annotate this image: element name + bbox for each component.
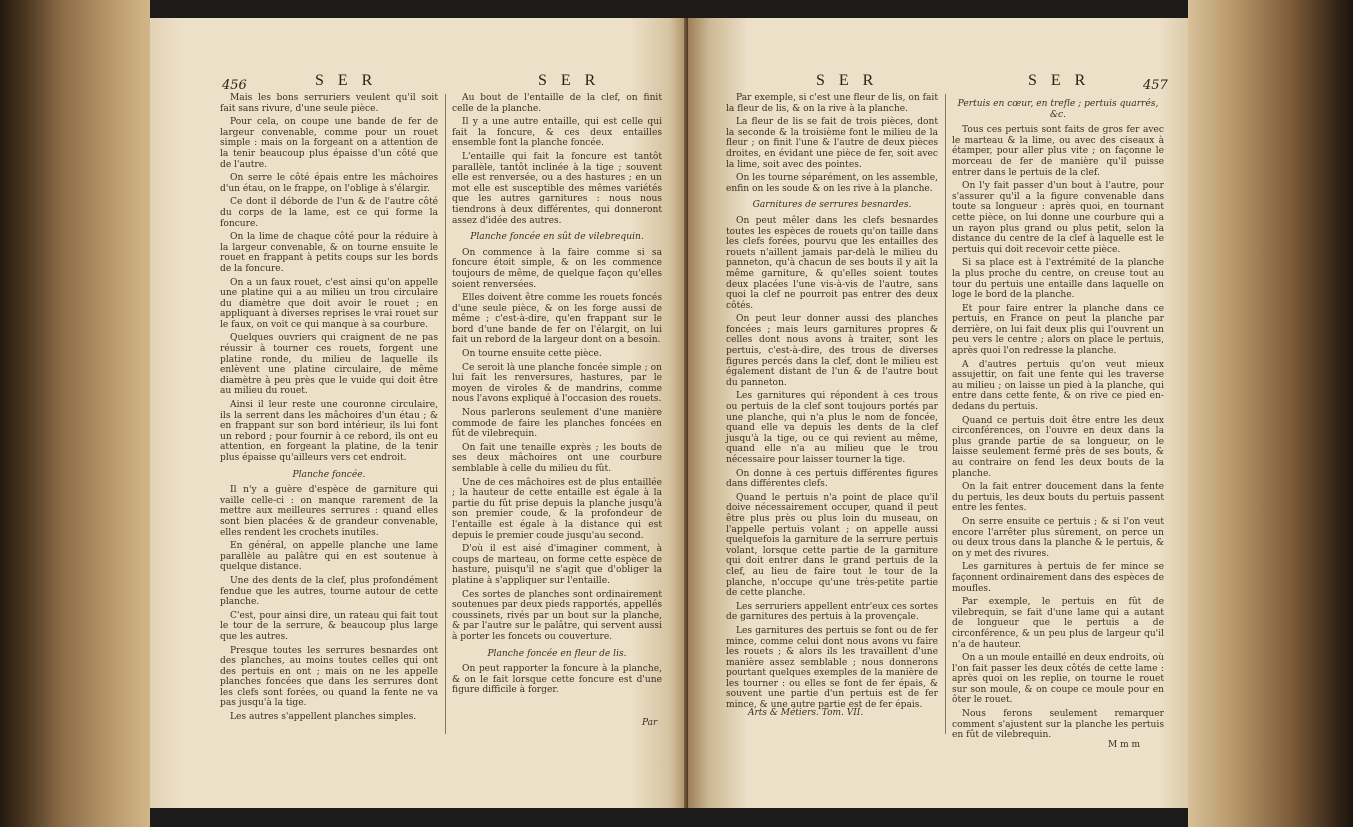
paragraph: Presque toutes les serrures besnardes ont des planches, au moins toutes celles qui ont des pertuis en ont ; mais on ne les appelle planches foncées que dans les serrures dont les clefs sont forées, ou quand la fente ne va pas jusqu'à la tige. <box>220 645 438 709</box>
paragraph: On commence à la faire comme si sa foncure étoit simple, & on les commence toujours de même, de quelque façon qu'elles soient renversées. <box>452 247 662 290</box>
paragraph: Les garnitures qui répondent à ces trous ou pertuis de la clef sont toujours portés par une planche, qui n'a plus le nom de foncée, quand elle va depuis les dents de la clef jusqu'à la tige, ou ce qui revient au même, quand elle n'a au milieu que le trou nécessaire pour laisser tourner la tige. <box>726 391 938 465</box>
paragraph: Au bout de l'entaille de la clef, on finit celle de la planche. <box>452 93 662 114</box>
paragraph: C'est, pour ainsi dire, un rateau qui fait tout le tour de la serrure, & beaucoup plus large que les autres. <box>220 610 438 642</box>
signature-mark: M m m <box>1108 740 1141 750</box>
paragraph: Les garnitures des pertuis se font ou de fer mince, comme celui dont nous avons vu faire les rouets ; & alors ils les travaillent d'une manière assez semblable ; nous donnerons pourtant quelques exemples de la manière de les tourner : ou elles se font de fer épais, & souvent une partie d'un pertuis est de fer mince, & une autre partie est de fer épais. <box>726 625 938 711</box>
text-column-2 <box>452 93 662 733</box>
running-head: S E R <box>315 72 378 89</box>
paragraph: On donne à ces pertuis différentes figures dans différentes clefs. <box>726 468 938 490</box>
text-column-1 <box>220 93 438 733</box>
paragraph: Les autres s'appellent planches simples. <box>230 712 417 723</box>
paragraph: On serre ensuite ce pertuis ; & si l'on veut encore l'arrêter plus sûrement, on perce un ou deux trous dans la planche & le pertuis, & on y met des rivures. <box>952 516 1164 559</box>
paragraph: On peut rapporter la foncure à la planche, & on le fait lorsque cette foncure est d'une figure difficile à forger. <box>452 664 662 696</box>
paragraph: On la fait entrer doucement dans la fente du pertuis, les deux bouts du pertuis passent entre les fentes. <box>952 482 1164 514</box>
footer-title: Arts & Métiers. Tom. VII. <box>748 708 864 718</box>
paragraph: On peut mêler dans les clefs besnardes toutes les espèces de rouets qu'on taille dans les clefs forées, pourvu que les entailles des rouets n'aillent jamais par-delà le milieu du panneton, qu'à chacun de ses bouts il y ait la même garniture, & qu'elles soient toutes deux placées l'une vis-à-vis de l'autre, sans quoi la clef ne pourroit pas entrer des deux côtés. <box>726 215 938 311</box>
paragraph: Par exemple, le pertuis en fût de vilebrequin, se fait d'une lame qui a autant de longueur que le pertuis a de circonférence, & un peu plus de largeur qu'il n'a de hauteur. <box>952 597 1164 650</box>
paragraph: A d'autres pertuis qu'on veut mieux assujettir, on fait une fente qui les traverse au milieu ; on laisse un pied à la planche, qui entre dans cette fente, & on rive ce pied en-dedans du pertuis. <box>952 359 1164 413</box>
section-heading: Planche foncée en fleur de lis. <box>487 648 627 659</box>
paragraph: Mais les bons serruriers veulent qu'il soit fait sans rivure, d'une seule pièce. <box>220 93 438 114</box>
paragraph: On a un moule entaillé en deux endroits, où l'on fait passer les deux côtés de cette lame : après quoi on les replie, on tourne le rouet sur son moule, & on coupe ce moule pour en ôter le rouet. <box>952 653 1164 706</box>
left-page <box>150 18 688 808</box>
paragraph: On a un faux rouet, c'est ainsi qu'on appelle une platine qui a au milieu un trou circulaire du diamètre que doit avoir le rouet ; en appliquant à diverses reprises le vrai rouet sur le faux, on voit ce qui manque à sa courbure. <box>220 277 438 330</box>
paragraph: Ces sortes de planches sont ordinairement soutenues par deux pieds rapportés, appellés coussinets, rivés par un bout sur la planche, & par l'autre sur le palâtre, qui servent aussi à porter les foncets ou couverture. <box>452 589 662 642</box>
paragraph: Elles doivent être comme les rouets foncés d'une seule pièce, & on les forge aussi de même ; c'est-à-dire, qu'en frappant sur le bord d'une bande de fer on l'élargit, on lui fait un rebord de la largeur dont on a besoin. <box>452 293 662 346</box>
paragraph: Si sa place est à l'extrémité de la planche la plus proche du centre, on creuse tout au tour du pertuis une entaille dans laquelle on loge le bord de la planche. <box>952 258 1164 301</box>
paragraph: Par exemple, si c'est une fleur de lis, on fait la fleur de lis, & on la rive à la planche. <box>726 93 938 114</box>
catchword: Par <box>642 718 658 728</box>
paragraph: On serre le côté épais entre les mâchoires d'un étau, on le frappe, on l'oblige à s'élargir. <box>220 173 438 194</box>
paragraph: On fait une tenaille exprès ; les bouts de ses deux mâchoires ont une courbure semblable à celle du milieu du fût. <box>452 442 662 474</box>
text-column-1 <box>726 93 938 711</box>
paragraph: Les serruriers appellent entr'eux ces sortes de garnitures des pertuis à la provençale. <box>726 601 938 623</box>
paragraph: Une de ces mâchoires est de plus entaillée ; la hauteur de cette entaille est égale à la partie du fût prise depuis la planche jusqu'à son premier coude, & la profondeur de l'entaille est égale à la distance qui est depuis le premier coude jusqu'au second. <box>452 477 662 541</box>
paragraph: La fleur de lis se fait de trois pièces, dont la seconde & la troisième font le milieu de la fleur ; on finit l'une & l'autre de deux pièces droites, en évidant une pièce de fer, soit avec la lime, soit avec des pointes. <box>726 117 938 170</box>
paragraph: Les garnitures à pertuis de fer mince se façonnent ordinairement dans des espèces de moufles. <box>952 562 1164 594</box>
running-head: S E R <box>1028 72 1091 89</box>
paragraph: On peut leur donner aussi des planches foncées ; mais leurs garnitures propres & celles dont nous avons à traiter, sont les pertuis, c'est-à-dire, des trous de diverses figures percés dans la clef, dont le milieu est également distant de l'un & de l'autre bout du panneton. <box>726 314 938 388</box>
running-head: S E R <box>816 72 879 89</box>
running-head: S E R <box>538 72 601 89</box>
page-number: 457 <box>1143 78 1168 93</box>
paragraph: En général, on appelle planche une lame parallèle au palâtre qui en est soutenue à quelque distance. <box>220 541 438 573</box>
paragraph: Nous ferons seulement remarquer comment s'ajustent sur la planche les pertuis en fût de vilebrequin. <box>952 709 1164 741</box>
section-heading: Pertuis en cœur, en trefle ; pertuis quarrés, &c. <box>957 99 1159 120</box>
paragraph: Et pour faire entrer la planche dans ce pertuis, en France on peut la planche par derrière, on lui fait deux plis qui l'ouvrent un peu vers le centre ; alors on place le pertuis, après quoi l'on redresse la planche. <box>952 303 1164 357</box>
paragraph: Nous parlerons seulement d'une manière commode de faire les planches foncées en fût de vilebrequin. <box>452 408 662 440</box>
text-column-2 <box>952 93 1164 741</box>
paragraph: Il y a une autre entaille, qui est celle qui fait la foncure, & ces deux entailles ensemble font la planche foncée. <box>452 117 662 149</box>
right-page <box>688 18 1188 808</box>
paragraph: On l'y fait passer d'un bout à l'autre, pour s'assurer qu'il a la figure convenable dans toute sa longueur : après quoi, en tournant cette pièce, on lui donne une courbure qui a un rayon plus grand ou plus petit, selon la distance du centre de la clef à laquelle est le pertuis qui doit recevoir cette pièce. <box>952 181 1164 255</box>
paragraph: Ce dont il déborde de l'un & de l'autre côté du corps de la lame, est ce qui forme la foncure. <box>220 197 438 229</box>
paragraph: Quand ce pertuis doit être entre les deux circonférences, on l'ouvre en deux dans la plus grande partie de sa longueur, on le laisse seulement fermé près de ses bouts, & au contraire on fend les deux bouts de la planche. <box>952 415 1164 479</box>
paragraph: D'où il est aisé d'imaginer comment, à coups de marteau, on forme cette espèce de hasture, puisqu'il ne s'agit que d'obliger la platine à s'appliquer sur l'entaille. <box>452 544 662 586</box>
paragraph: Pour cela, on coupe une bande de fer de largeur convenable, comme pour un rouet simple : mais on la forgeant on a attention de la tenir beaucoup plus épaisse d'un côté que de l'autre. <box>220 117 438 170</box>
paragraph: Il n'y a guère d'espèce de garniture qui vaille celle-ci : on manque rarement de la mettre aux meilleures serrures : quand elles sont bien placées & de grandeur convenable, elles rendent les crochets inutiles. <box>220 485 438 538</box>
paragraph: Ce seroit là une planche foncée simple ; on lui fait les renversures, hastures, par le moyen de viroles & de mandrins, comme nous l'avons expliqué à l'occasion des rouets. <box>452 362 662 405</box>
paragraph: Ainsi il leur reste une couronne circulaire, ils la serrent dans les mâchoires d'un étau ; & en frappant sur son bord intérieur, ils lui font un rebord ; pour fournir à ce rebord, ils ont eu attention, en forgeant la platine, de la tenir plus épaisse qu'ailleurs vers cet endroit. <box>220 400 438 463</box>
section-heading: Garnitures de serrures besnardes. <box>752 200 912 211</box>
paragraph: Tous ces pertuis sont faits de gros fer avec le marteau & la lime, ou avec des ciseaux à étamper, pour aller plus vite ; on façonne le morceau de fer de manière qu'il puisse entrer dans le pertuis de la clef. <box>952 125 1164 178</box>
section-heading: Planche foncée. <box>292 469 366 480</box>
column-rule <box>945 94 946 734</box>
paragraph: On la lime de chaque côté pour la réduire à la largeur convenable, & on tourne ensuite le rouet en frappant à petits coups sur les bords de la foncure. <box>220 232 438 274</box>
column-rule <box>445 94 446 734</box>
right-page-edges <box>1188 0 1353 827</box>
paragraph: On les tourne séparément, on les assemble, enfin on les soude & on les rive à la planche. <box>726 173 938 194</box>
paragraph: L'entaille qui fait la foncure est tantôt parallèle, tantôt inclinée à la tige ; souvent elle est renversée, ou a des hastures ; en un mot elle est susceptible des mêmes variétés que les autres garnitures : nous nous tiendrons à deux différentes, qui donneront assez d'idée des autres. <box>452 151 662 226</box>
paragraph: Une des dents de la clef, plus profondément fendue que les autres, tourne autour de cette planche. <box>220 575 438 608</box>
paragraph: Quelques ouvriers qui craignent de ne pas réussir à tourner ces rouets, forgent une platine ronde, du milieu de laquelle ils enlèvent une platine circulaire, de même diamètre à peu près que le vuide qui doit être au milieu du rouet. <box>220 333 438 397</box>
page-number: 456 <box>222 78 247 93</box>
paragraph: On tourne ensuite cette pièce. <box>462 349 602 360</box>
left-page-edges <box>0 0 150 827</box>
paragraph: Quand le pertuis n'a point de place qu'il doive nécessairement occuper, quand il peut être plus près ou plus loin du museau, on l'appelle pertuis volant ; on appelle aussi quelquefois la garniture de la serrure pertuis volant, lorsque cette partie de la garniture qui doit entrer dans le grand pertuis de la clef, au lieu de faire tout le tour de la planche, n'occupe qu'une très-petite partie de cette planche. <box>726 492 938 599</box>
section-heading: Planche foncée en sût de vilebrequin. <box>470 232 644 243</box>
